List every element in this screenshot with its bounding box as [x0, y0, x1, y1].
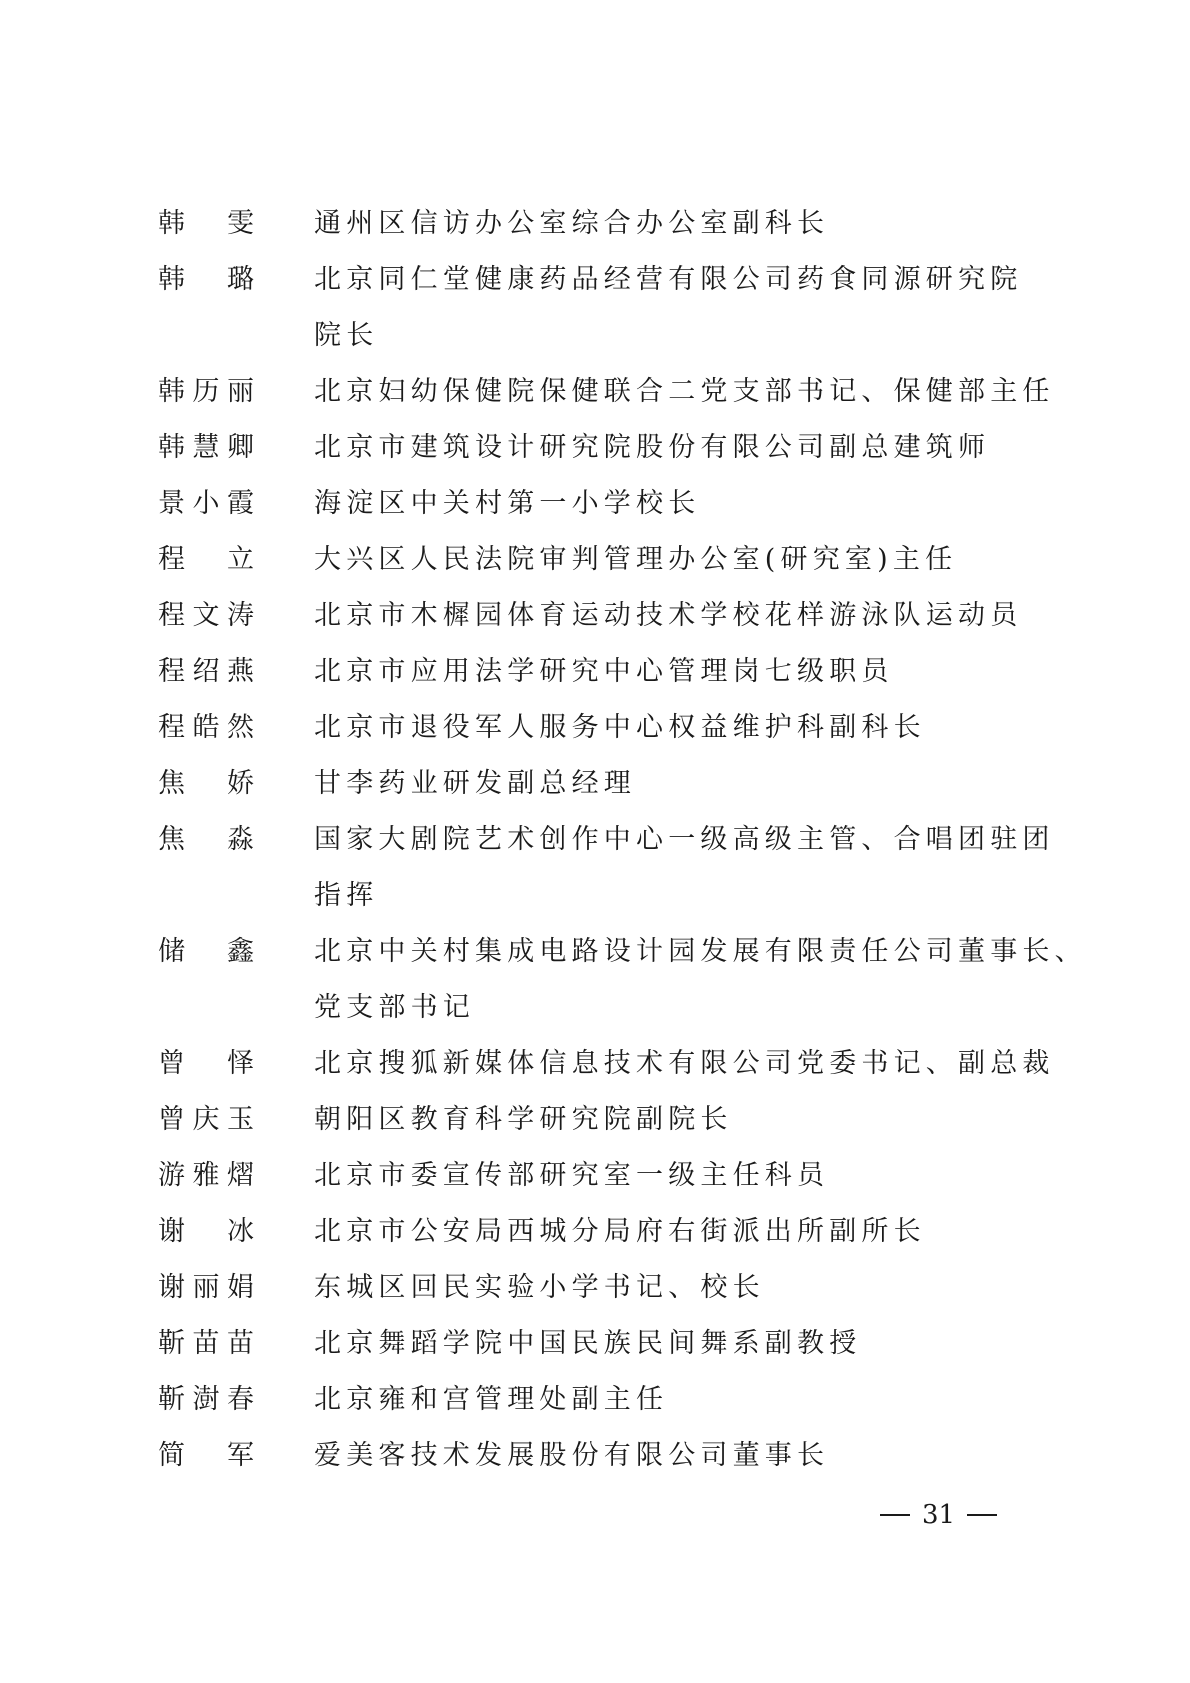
person-name: [158, 420, 254, 476]
list-item: [158, 644, 1058, 700]
name-char: 丽: [192, 1272, 220, 1303]
person-title: [314, 420, 1044, 476]
title-line: 北京妇幼保健院保健联合二党支部书记、保健部主任: [314, 376, 1055, 407]
name-char: 小: [192, 488, 220, 519]
title-line: 北京市退役军人服务中心权益维护科副科长: [314, 712, 926, 743]
name-char: 谢: [158, 1216, 185, 1247]
title-line: 院长: [314, 320, 379, 351]
name-char: 怿: [227, 1048, 254, 1079]
person-title: [314, 196, 1044, 252]
personnel-list: [158, 196, 1087, 1484]
name-char: 曾: [158, 1048, 185, 1079]
title-line: 东城区回民实验小学书记、校长: [314, 1272, 765, 1303]
person-name: [158, 196, 254, 252]
name-char: 靳: [158, 1328, 185, 1359]
title-line: 大兴区人民法院审判管理办公室(研究室)主任: [314, 544, 958, 575]
title-line: 爱美客技术发展股份有限公司董事长: [314, 1440, 830, 1471]
person-title: [314, 924, 1087, 1036]
person-name: [158, 532, 254, 588]
person-title: [314, 1260, 1044, 1316]
name-char: 皓: [192, 712, 220, 743]
name-char: 文: [192, 600, 220, 631]
name-char: 鑫: [227, 936, 254, 967]
person-name: [158, 252, 254, 308]
name-char: 靳: [158, 1384, 185, 1415]
list-item: [158, 1204, 1058, 1260]
name-char: 简: [158, 1440, 185, 1471]
person-title: [314, 812, 1055, 924]
list-item: [158, 700, 1058, 756]
name-char: 娟: [227, 1272, 254, 1303]
person-name: [158, 1092, 254, 1148]
name-char: 立: [227, 544, 254, 575]
name-char: 韩: [158, 432, 185, 463]
name-char: 庆: [192, 1104, 220, 1135]
name-char: 燕: [227, 656, 254, 687]
person-title: [314, 1092, 1044, 1148]
person-name: [158, 700, 254, 756]
person-name: [158, 756, 254, 812]
list-item: [158, 588, 1058, 644]
title-line: 北京搜狐新媒体信息技术有限公司党委书记、副总裁: [314, 1048, 1055, 1079]
name-char: 慧: [192, 432, 220, 463]
name-char: 军: [227, 1440, 254, 1471]
person-title: [314, 532, 1044, 588]
title-line: 北京市委宣传部研究室一级主任科员: [314, 1160, 830, 1191]
name-char: 卿: [227, 432, 254, 463]
list-item: [158, 364, 1058, 420]
name-char: 熠: [227, 1160, 254, 1191]
list-item: [158, 1316, 1058, 1372]
name-char: 程: [158, 712, 185, 743]
name-char: 然: [227, 712, 254, 743]
person-title: [314, 252, 1044, 364]
person-title: [314, 1204, 1044, 1260]
person-name: [158, 588, 254, 644]
list-item: [158, 1260, 1058, 1316]
list-item: [158, 812, 1058, 924]
title-line: 甘李药业研发副总经理: [314, 768, 636, 799]
title-line: 指挥: [314, 880, 379, 911]
footer-dash-left: [880, 1514, 910, 1516]
person-name: [158, 644, 254, 700]
name-char: 雅: [192, 1160, 220, 1191]
person-title: [314, 1316, 1044, 1372]
list-item: [158, 476, 1058, 532]
person-name: [158, 476, 254, 532]
name-char: 程: [158, 656, 185, 687]
name-char: 储: [158, 936, 185, 967]
person-title: [314, 700, 1044, 756]
name-char: 苗: [192, 1328, 220, 1359]
name-char: 绍: [192, 656, 220, 687]
title-line: 北京市建筑设计研究院股份有限公司副总建筑师: [314, 432, 991, 463]
name-char: 曾: [158, 1104, 185, 1135]
person-title: [314, 1428, 1044, 1484]
page-footer: [880, 1500, 997, 1530]
name-char: 淼: [227, 824, 254, 855]
person-name: [158, 1428, 254, 1484]
title-line: 北京舞蹈学院中国民族民间舞系副教授: [314, 1328, 862, 1359]
title-line: 北京同仁堂健康药品经营有限公司药食同源研究院: [314, 264, 1023, 295]
name-char: 璐: [227, 264, 254, 295]
list-item: [158, 532, 1058, 588]
name-char: 涛: [227, 600, 254, 631]
title-line: 海淀区中关村第一小学校长: [314, 488, 701, 519]
name-char: 焦: [158, 768, 185, 799]
title-line: 北京市应用法学研究中心管理岗七级职员: [314, 656, 894, 687]
person-title: [314, 756, 1044, 812]
title-line: 北京市公安局西城分局府右街派出所副所长: [314, 1216, 926, 1247]
person-title: [314, 364, 1055, 420]
name-char: 历: [192, 376, 220, 407]
person-title: [314, 1036, 1055, 1092]
person-name: [158, 1260, 254, 1316]
title-line: 北京雍和宫管理处副主任: [314, 1384, 669, 1415]
person-name: [158, 364, 254, 420]
name-char: 焦: [158, 824, 185, 855]
person-name: [158, 1372, 254, 1428]
list-item: [158, 196, 1058, 252]
name-char: 谢: [158, 1272, 185, 1303]
name-char: 丽: [227, 376, 254, 407]
title-line: 北京中关村集成电路设计园发展有限责任公司董事长、: [314, 936, 1087, 967]
list-item: [158, 1092, 1058, 1148]
person-name: [158, 1036, 254, 1092]
name-char: 霞: [227, 488, 254, 519]
list-item: [158, 1036, 1058, 1092]
person-title: [314, 1148, 1044, 1204]
person-title: [314, 476, 1044, 532]
person-title: [314, 1372, 1044, 1428]
page-number: 31: [922, 1500, 956, 1530]
title-line: 通州区信访办公室综合办公室副科长: [314, 208, 830, 239]
name-char: 韩: [158, 264, 185, 295]
name-char: 澍: [192, 1384, 220, 1415]
name-char: 景: [158, 488, 185, 519]
person-title: [314, 644, 1044, 700]
title-line: 党支部书记: [314, 992, 475, 1023]
title-line: 国家大剧院艺术创作中心一级高级主管、合唱团驻团: [314, 824, 1055, 855]
title-line: 朝阳区教育科学研究院副院长: [314, 1104, 733, 1135]
name-char: 韩: [158, 208, 185, 239]
list-item: [158, 1148, 1058, 1204]
name-char: 玉: [227, 1104, 254, 1135]
name-char: 韩: [158, 376, 185, 407]
footer-dash-right: [967, 1514, 997, 1516]
name-char: 游: [158, 1160, 185, 1191]
person-name: [158, 1316, 254, 1372]
list-item: [158, 1428, 1058, 1484]
list-item: [158, 1372, 1058, 1428]
name-char: 程: [158, 600, 185, 631]
name-char: 苗: [227, 1328, 254, 1359]
name-char: 程: [158, 544, 185, 575]
person-name: [158, 812, 254, 868]
name-char: 冰: [227, 1216, 254, 1247]
name-char: 娇: [227, 768, 254, 799]
list-item: [158, 756, 1058, 812]
person-title: [314, 588, 1044, 644]
list-item: [158, 252, 1058, 364]
person-name: [158, 924, 254, 980]
person-name: [158, 1148, 254, 1204]
list-item: [158, 420, 1058, 476]
person-name: [158, 1204, 254, 1260]
list-item: [158, 924, 1087, 1036]
title-line: 北京市木樨园体育运动技术学校花样游泳队运动员: [314, 600, 1023, 631]
name-char: 春: [227, 1384, 254, 1415]
name-char: 雯: [227, 208, 254, 239]
